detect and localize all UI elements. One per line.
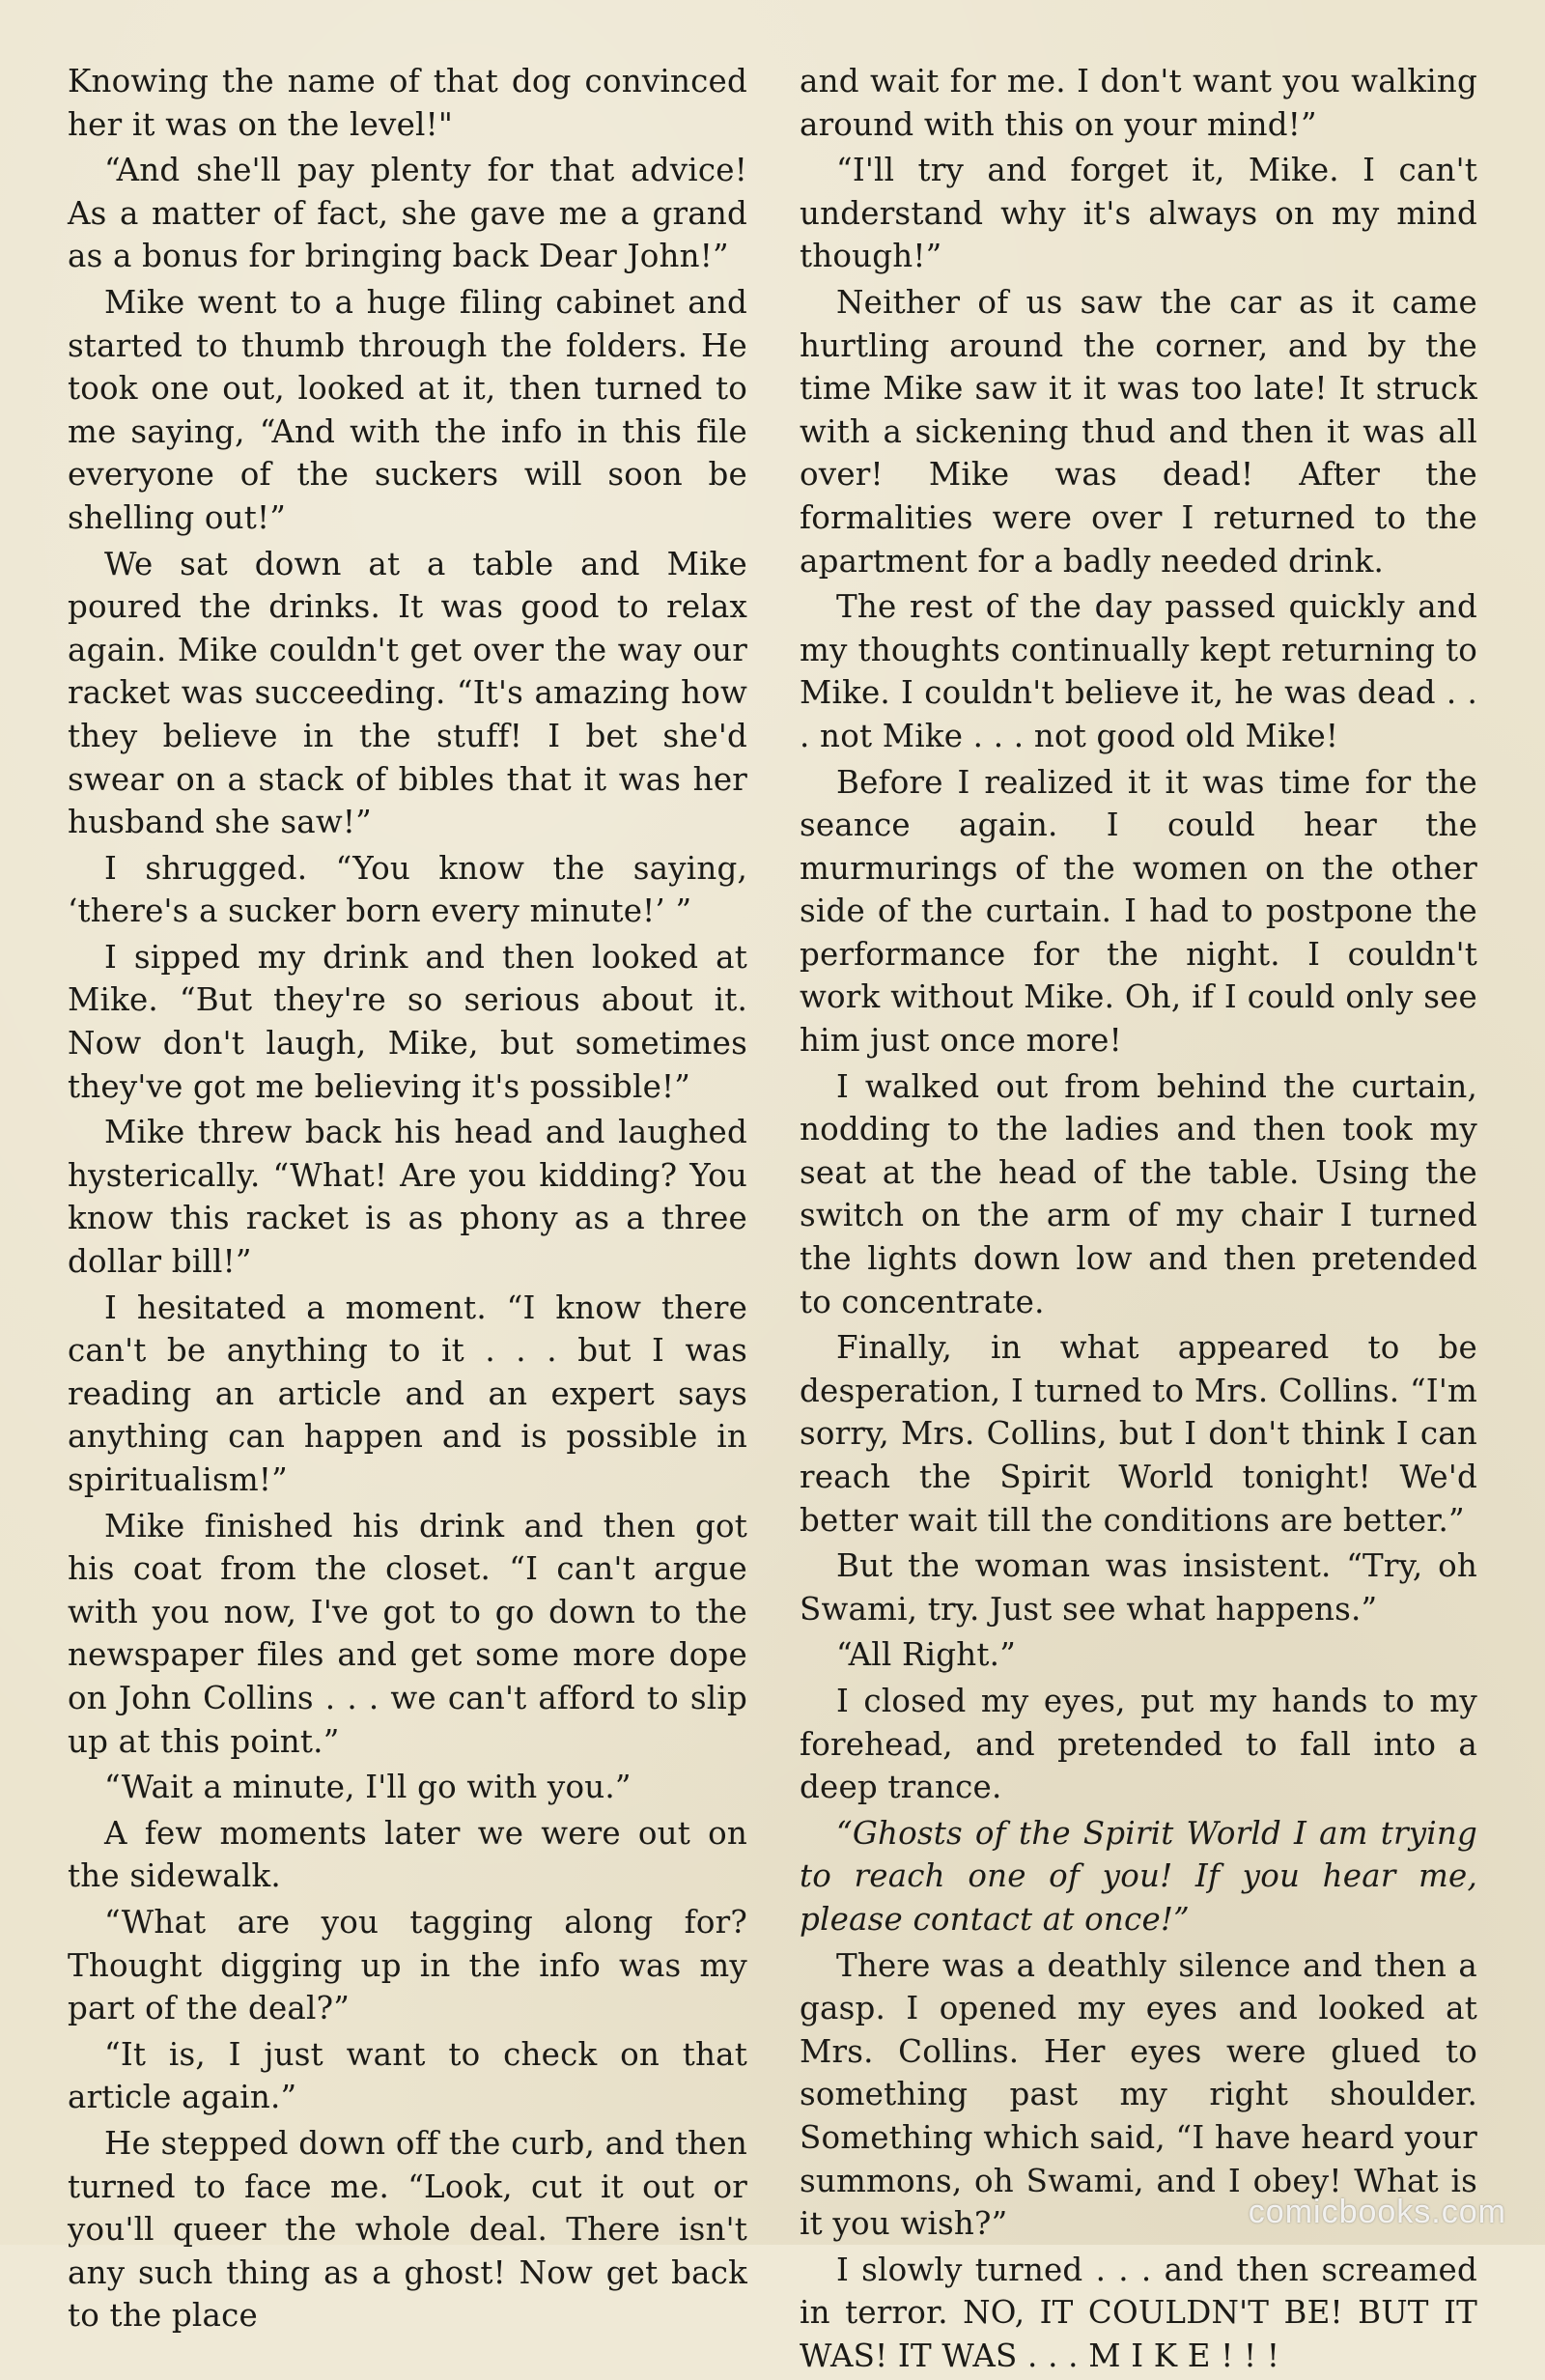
paragraph: The rest of the day passed quickly and my thoughts continually kept returning to Mike. I couldn't believe it, he was dead . . . not Mike . . . not good old Mike!: [800, 588, 1477, 754]
paragraph: But the woman was insistent. “Try, oh Swami, try. Just see what happens.”: [800, 1547, 1477, 1628]
paragraph: “And she'll pay plenty for that advice! As a matter of fact, she gave me a grand as a bonus for bringing back Dear John!”: [68, 152, 747, 275]
paragraph: Neither of us saw the car as it came hurtling around the corner, and by the time Mike saw it it was too late! It struck with a sickening thud and then it was all over! Mike was dead! After the formalities were over I returned to the apartment for a badly needed drink.: [800, 283, 1477, 580]
left-column: [68, 60, 747, 2340]
paragraph: I sipped my drink and then looked at Mike. “But they're so serious about it. Now don't laugh, Mike, but sometimes they've got me believing it's possible!”: [68, 938, 747, 1105]
paragraph: He stepped down off the curb, and then turned to face me. “Look, cut it out or you'll queer the whole deal. There isn't any such thing as a ghost! Now get back to the place: [68, 2124, 747, 2335]
paragraph: Knowing the name of that dog convinced her it was on the level!": [68, 63, 747, 143]
paragraph: Finally, in what appeared to be desperation, I turned to Mrs. Collins. “I'm sorry, Mrs. Collins, but I don't think I can reach the Spirit World tonight! We'd better wait till the conditions are better.”: [800, 1329, 1477, 1539]
paragraph: There was a deathly silence and then a gasp. I opened my eyes and looked at Mrs. Collins. Her eyes were glued to something past my right shoulder. Something which said, “I have heard your summons, oh Swami, and I obey! What is it you wish?”: [800, 1946, 1477, 2243]
paragraph: A few moments later we were out on the sidewalk.: [68, 1814, 747, 1895]
closing-paragraph: I slowly turned . . . and then screamed in terror. NO, IT COULDN'T BE! BUT IT WAS! IT WAS . . . M I K E ! ! !: [800, 2251, 1477, 2374]
paragraph: We sat down at a table and Mike poured the drinks. It was good to relax again. Mike couldn't get over the way our racket was succeeding. “It's amazing how they believe in the stuff! I bet she'd swear on a stack of bibles that it was her husband she saw!”: [68, 545, 747, 841]
spirit-invocation-paragraph: “Ghosts of the Spirit World I am trying to reach one of you! If you hear me, please contact at once!”: [800, 1814, 1477, 1938]
paragraph: “What are you tagging along for? Thought digging up in the info was my part of the deal?”: [68, 1903, 747, 2027]
right-column: [800, 60, 1477, 2380]
paragraph: I closed my eyes, put my hands to my forehead, and pretended to fall into a deep trance.: [800, 1682, 1477, 1806]
paragraph: “All Right.”: [836, 1636, 1017, 1674]
paragraph: “It is, I just want to check on that article again.”: [68, 2035, 747, 2116]
paragraph: “I'll try and forget it, Mike. I can't understand why it's always on my mind though!”: [800, 152, 1477, 275]
paragraph: Mike went to a huge filing cabinet and started to thumb through the folders. He took one out, looked at it, then turned to me saying, “And with the info in this file everyone of the suckers will soon be shelling out!”: [68, 283, 747, 536]
paragraph: Mike finished his drink and then got his coat from the closet. “I can't argue with you now, I've got to go down to the newspaper files and get some more dope on John Collins . . . we can't afford to slip up at this point.”: [68, 1507, 747, 1760]
paragraph: Mike threw back his head and laughed hysterically. “What! Are you kidding? You know this racket is as phony as a three dollar bill!”: [68, 1114, 747, 1281]
paragraph: I hesitated a moment. “I know there can't be anything to it . . . but I was reading an article and an expert says anything can happen and is possible in spiritualism!”: [68, 1289, 747, 1498]
site-watermark: comicbooks.com: [1248, 2194, 1506, 2230]
paragraph: “Wait a minute, I'll go with you.”: [104, 1769, 632, 1806]
paragraph: I walked out from behind the curtain, nodding to the ladies and then took my seat at the head of the table. Using the switch on the arm of my chair I turned the lights down low and then pretended to concentrate.: [800, 1067, 1477, 1320]
paragraph: and wait for me. I don't want you walking around with this on your mind!”: [800, 63, 1477, 143]
paragraph: Before I realized it it was time for the seance again. I could hear the murmurings of the women on the other side of the curtain. I had to postpone the performance for the night. I couldn't work without Mike. Oh, if I could only see him just once more!: [800, 763, 1477, 1060]
paragraph: I shrugged. “You know the saying, ‘there's a sucker born every minute!’ ”: [68, 849, 747, 930]
